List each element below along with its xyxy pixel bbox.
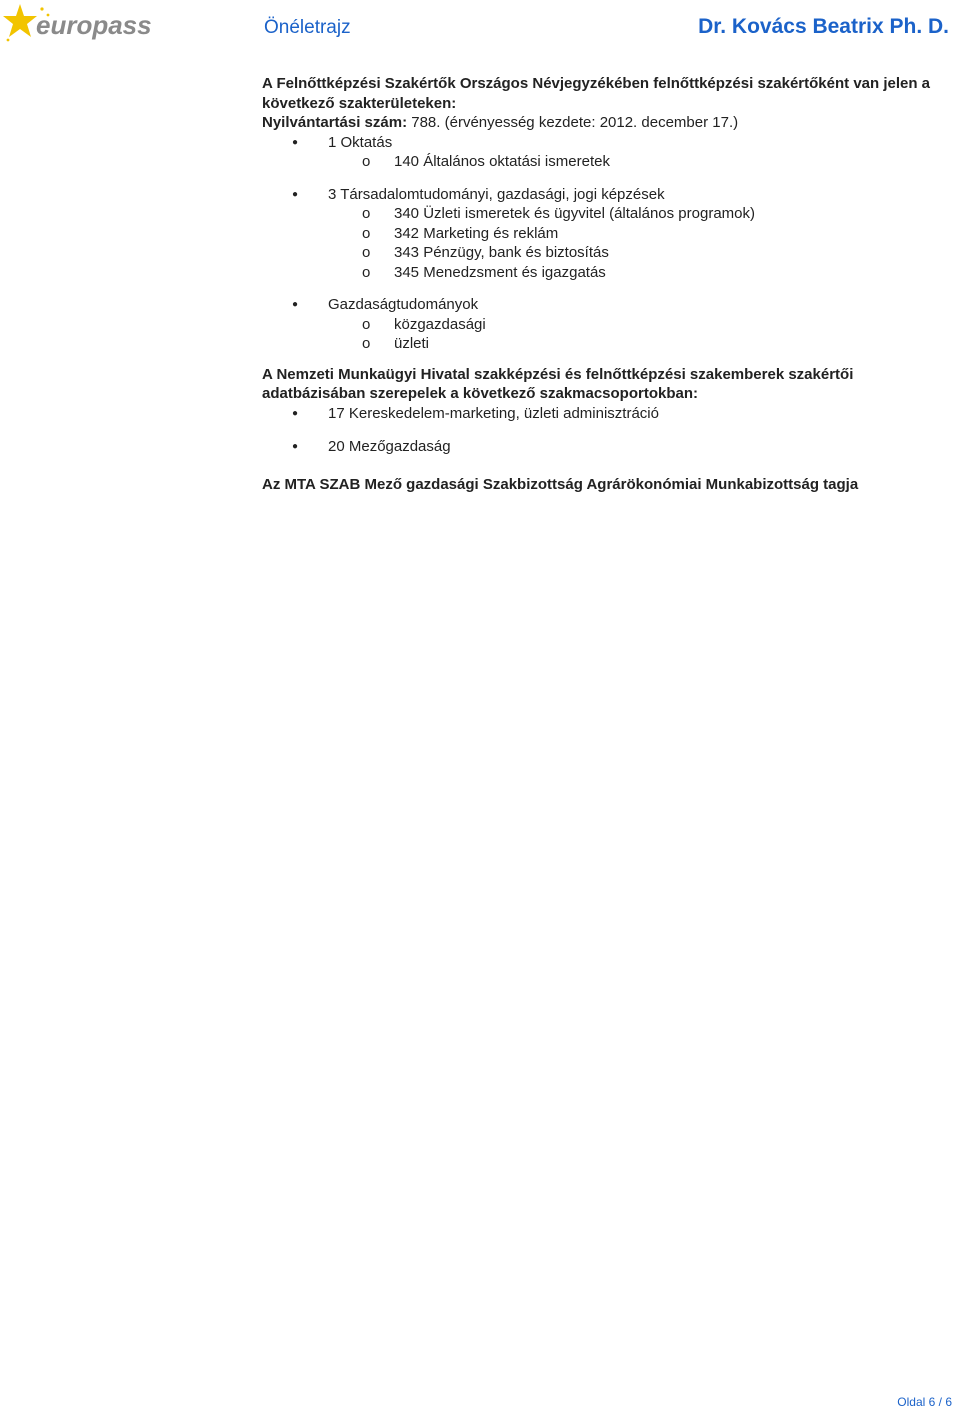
profession-group-item: ● 17 Kereskedelem-marketing, üzleti adminisztráció xyxy=(262,404,952,424)
svg-text:europass: europass xyxy=(36,10,152,40)
area-label: 3 Társadalomtudományi, gazdasági, jogi képzések xyxy=(328,185,665,203)
area-item xyxy=(262,133,952,172)
intro-line-1: A Felnőttképzési Szakértők Országos Névjegyzékében felnőttképzési szakértőként van jelen a xyxy=(262,75,931,92)
subarea-list xyxy=(328,315,952,354)
registration-number xyxy=(262,113,952,133)
profession-groups-list xyxy=(262,404,952,457)
subarea-item: o közgazdasági xyxy=(328,315,952,335)
subarea-item: o 340 Üzleti ismeretek és ügyvitel (általános programok) xyxy=(328,204,952,224)
mta-membership: Az MTA SZAB Mező gazdasági Szakbizottság Agrárökonómiai Munkabizottság tagja xyxy=(262,475,859,493)
intro-paragraph xyxy=(262,74,952,113)
subarea-item: o 342 Marketing és reklám xyxy=(328,224,952,244)
subarea-item: o 343 Pénzügy, bank és biztosítás xyxy=(328,243,952,263)
area-label: 1 Oktatás xyxy=(328,133,393,151)
expert-areas-list xyxy=(262,133,952,354)
subarea-item: o üzleti xyxy=(328,334,952,354)
subarea-item: o 140 Általános oktatási ismeretek xyxy=(328,152,952,172)
area-label: Gazdaságtudományok xyxy=(328,296,479,313)
author-name: Dr. Kovács Beatrix Ph. D. xyxy=(698,15,949,38)
area-item xyxy=(262,185,952,283)
page-number: Oldal 6 / 6 xyxy=(897,1395,952,1409)
nmh-paragraph xyxy=(262,365,952,404)
intro-line-2: következő szakterületeken: xyxy=(262,94,457,112)
subarea-list xyxy=(328,152,952,172)
nmh-line-1: A Nemzeti Munkaügyi Hivatal szakképzési és felnőttképzési szakemberek szakértői xyxy=(262,365,854,383)
registration-value: 788. (érvényesség kezdete: 2012. december 17.) xyxy=(407,114,739,131)
page-content xyxy=(262,74,952,494)
profession-group-item: ● 20 Mezőgazdaság xyxy=(262,437,952,457)
star-icon xyxy=(3,4,37,37)
subarea-list xyxy=(328,204,952,282)
subarea-item: o 345 Menedzsment és igazgatás xyxy=(328,263,952,283)
area-item xyxy=(262,295,952,354)
registration-label: Nyilvántartási szám: xyxy=(262,114,408,131)
nmh-line-2: adatbázisában szerepelek a következő szakmacsoportokban: xyxy=(262,385,699,402)
document-type-label: Önéletrajz xyxy=(264,17,351,38)
europass-logo xyxy=(2,2,152,46)
